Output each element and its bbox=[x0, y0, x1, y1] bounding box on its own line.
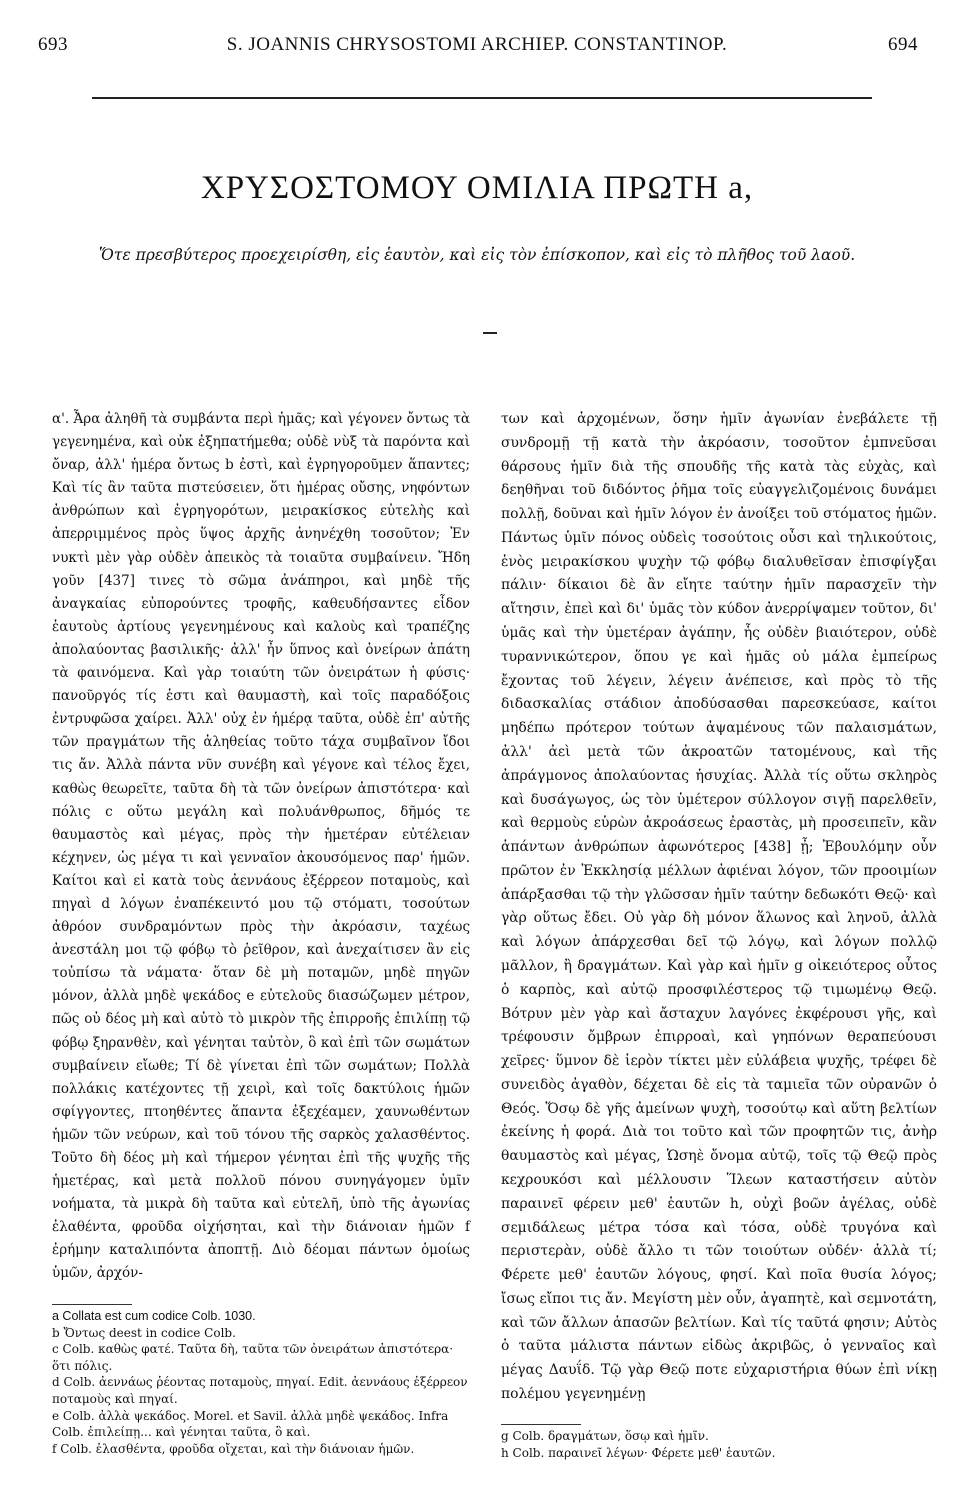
footnote: e Colb. ἀλλὰ ψεκάδος. Morel. et Savil. ἀλλὰ μηδὲ ψεκάδος. Infra Colb. ἐπιλείπῃ... καὶ γένηται ταῦτα, ὃ καὶ. bbox=[52, 1408, 449, 1440]
paragraph: των καὶ ἀρχομένων, ὅσην ἡμῖν ἀγωνίαν ἐνεβάλετε τῇ συνδρομῇ τῇ κατὰ τὴν ἀκρόασιν, τοσοῦτον ἐμπνεῦσαι θάρσους ἡμῖν διὰ τῆς σπουδῆς τῆς κατὰ τὰς εὐχὰς, καὶ δεηθῆναι τοῦ διδόντος ῥῆμα τοῖς εὐαγγελιζομένοις δυνάμει πολλῇ, δοῦναι καὶ ἡμῖν λόγον ἐν ἀνοίξει τοῦ στόματος ἡμῶν. Πάντως ὑμῖν πόνος οὐδεὶς τοσούτοις οὖσι καὶ τηλικούτοις, ἑνὸς μειρακίσκου ψυχὴν τῷ φόβῳ διαλυθεῖσαν ἐπισφίγξαι πάλιν· δίκαιοι δὲ ἂν εἴητε ταύτην ἡμῖν παρασχεῖν τὴν αἴτησιν, ἐπεὶ καὶ δι' ὑμᾶς τὸν κύδον ἀνερρίψαμεν τοῦτον, δι' ὑμᾶς καὶ τὴν ὑμετέραν ἀγάπην, ἧς οὐδὲν βιαιότερον, οὐδὲ τυραννικώτερον, ὅπου γε καὶ ἡμᾶς οὐ μάλα ἐμπείρως ἔχοντας τοῦ λέγειν, λέγειν ἀνέπεισε, καὶ πρὸς τὸ τῆς διδασκαλίας στάδιον ἀποδύσασθαι παρεσκεύασε, καίτοι μηδέπω πρότερον τούτων ἀψαμένους τῶν παλαισμάτων, ἀλλ' ἀεὶ μετὰ τῶν ἀκροατῶν τατομένους, καὶ τῆς ἀπράγμονος ἀπολαύοντας ἡσυχίας. Ἀλλὰ τίς οὕτω σκληρὸς καὶ δυσάγωγος, ὡς τὸν ὑμέτερον σύλλογον σιγῇ παρελθεῖν, καὶ θερμοὺς εὑρὼν ἀκροάσεως ἐραστὰς, μὴ προσειπεῖν, κἂν ἁπάντων ἀνθρώπων ἀφωνότερος [438] ᾖ; Ἐβουλόμην οὖν πρῶτον ἐν Ἐκκλησίᾳ μέλλων ἀφιέναι λόγον, τῶν προοιμίων ἀπάρξασθαι τῷ τὴν γλῶσσαν ἡμῖν ταύτην δεδωκότι Θεῷ· καὶ γὰρ οὕτως ἔδει. Οὐ γὰρ δὴ μόνον ἅλωνος καὶ ληνοῦ, ἀλλὰ καὶ λόγων ἀπάρχεσθαι δεῖ τῷ λόγῳ, καὶ λόγων πολλῷ μᾶλλον, ἢ δραγμάτων. Καὶ γὰρ καὶ ἡμῖν g οἰκειότερος οὗτος ὁ καρπὸς, καὶ αὐτῷ προσφιλέστερος τῷ τιμωμένῳ Θεῷ. Βότρυν μὲν γὰρ καὶ ἄσταχυν λαγόνες ἐκφέρουσι γῆς, καὶ τρέφουσιν ὄμβρων ἐπιρροαὶ, καὶ γηπόνων θεραπεύουσι χεῖρες· ὕμνον δὲ ἱερὸν τίκτει μὲν εὐλάβεια ψυχῆς, τρέφει δὲ συνειδὸς ἀγαθὸν, δέχεται δὲ εἰς τὰ ταμιεῖα τῶν οὐρανῶν ὁ Θεός. Ὅσῳ δὲ γῆς ἀμείνων ψυχὴ, τοσούτῳ καὶ αὕτη βελτίων ἐκείνης ἡ φορά. Διὰ τοι τοῦτο καὶ τῶν προφητῶν τις, ἀνὴρ θαυμαστὸς καὶ μέγας, Ὡσηὲ ὄνομα αὐτῷ, τοῖς τῷ Θεῷ πρὸς κεχρουκόσι καὶ μέλλουσιν Ἵλεων καταστήσειν αὐτὸν παραινεῖ φέρειν μεθ' ἑαυτῶν h, οὐχὶ βοῶν ἀγέλας, οὐδὲ σεμιδάλεως μέτρα τόσα καὶ τόσα, οὐδὲ τρυγόνα καὶ περιστερὰν, οὐδὲ ἄλλο τι τῶν τοιούτων οὐδέν· ἀλλὰ τί; Φέρετε μεθ' ἑαυτῶν λόγους, φησί. Καὶ ποῖα θυσία λόγος; ἴσως εἴποι τις ἄν. Μεγίστη μὲν οὖν, ἀγαπητὲ, καὶ σεμνοτάτη, καὶ τῶν ἄλλων ἁπασῶν βελτίων. Καὶ τίς ταῦτά φησιν; Αὐτὸς ὁ ταῦτα μάλιστα πάντων εἰδὼς ἀκριβῶς, ὁ γενναῖος καὶ μέγας Δαυΐδ. Τῷ γὰρ Θεῷ ποτε εὐχαριστήρια θύων ἐπὶ νίκῃ πολέμου γεγενημένῃ bbox=[501, 411, 937, 1403]
page-number-left: 693 bbox=[38, 34, 68, 55]
paragraph: α'. Ἆρα ἀληθῆ τὰ συμβάντα περὶ ἡμᾶς; καὶ γέγονεν ὄντως τὰ γεγενημένα, καὶ οὐκ ἐξηπατήμεθα; οὐδὲ νὺξ τὰ παρόντα καὶ ὄναρ, ἀλλ' ἡμέρα ὄντως b ἐστὶ, καὶ ἐγρηγοροῦμεν ἅπαντες; Καὶ τίς ἂν ταῦτα πιστεύσειεν, ὅτι ἡμέρας οὔσης, νηφόντων ἀνθρώπων καὶ ἐγρηγορότων, μειρακίσκος εὐτελὴς καὶ ἀπερριμμένος πρὸς ὕψος ἀρχῆς ἀνηνέχθη τοσοῦτον; Ἐν νυκτὶ μὲν γὰρ οὐδὲν ἀπεικὸς τὰ τοιαῦτα συμβαίνειν. Ἤδη γοῦν [437] τινες τὸ σῶμα ἀνάπηροι, καὶ μηδὲ τῆς ἀναγκαίας εὐπορούντες τροφῆς, καθευδήσαντες εἶδον ἑαυτοὺς ἀρτίους γεγενημένους καὶ καλοὺς καὶ τραπέζης ἀπολαύοντας βασιλικῆς· ἀλλ' ἦν ὕπνος καὶ ὀνείρων ἀπάτη τὰ φαινόμενα. Καὶ γὰρ τοιαύτη τῶν ὀνειράτων ἡ φύσις· πανοῦργός τίς ἐστι καὶ θαυμαστὴ, καὶ τοῖς παραδόξοις ἐντρυφῶσα χαίρει. Ἀλλ' οὐχ ἐν ἡμέρᾳ ταῦτα, οὐδὲ ἐπ' αὐτῆς τῶν πραγμάτων τῆς ἀληθείας τοῦτο τάχα συμβαῖνον ἴδοι τις ἄν. Ἀλλὰ πάντα νῦν συνέβη καὶ γέγονε καὶ τέλος ἔχει, καθὼς θεωρεῖτε, ταῦτα δὴ τὰ τῶν ὀνείρων ἀπιστότερα· καὶ πόλις c οὕτω μεγάλη καὶ πολυάνθρωπος, δῆμός τε θαυμαστὸς καὶ μέγας, πρὸς τὴν ἡμετέραν εὐτέλειαν κέχηνεν, ὡς μέγα τι καὶ γενναῖον ἀκουσόμενος παρ' ἡμῶν. Καίτοι καὶ εἰ κατὰ τοὺς ἀεννάους ἐξέρρεον ποταμοὺς, καὶ πηγαὶ d λόγων ἐναπέκειντό μου τῷ στόματι, τοσούτων ἀθρόον συνδραμόντων πρὸς τὴν ἀκρόασιν, ταχέως ἀνεστάλη μοι τῷ φόβῳ τὸ ῥεῖθρον, καὶ ἀνεχαίτισεν ἂν εἰς τοὐπίσω τὰ νάματα· ὅταν δὲ μὴ ποταμῶν, μηδὲ πηγῶν μόνον, ἀλλὰ μηδὲ ψεκάδος e εὐτελοῦς διασώζωμεν μέτρον, πῶς οὐ δέος μὴ καὶ αὐτὸ τὸ μικρὸν τῆς ἐπιρροῆς ἐπιλίπῃ τῷ φόβῳ ξηρανθὲν, καὶ γένηται ταὐτὸν, ὃ καὶ ἐπὶ τῶν σωμάτων συμβαίνειν εἴωθε; Τί δὲ γίνεται ἐπὶ τῶν σωμάτων; Πολλὰ πολλάκις κατέχοντες τῇ χειρὶ, καὶ τοῖς δακτύλοις ἡμῶν σφίγγοντες, πτοηθέντες ἅπαντα ἐξεχέαμεν, χαυνωθέντων ἡμῶν τῶν νεύρων, καὶ τοῦ τόνου τῆς σαρκὸς χαλασθέντος. Τοῦτο δὴ δέος μὴ καὶ τήμερον γένηται ἐπὶ τῆς ψυχῆς τῆς ἡμετέρας, καὶ μετὰ πολλοῦ πόνου συνηγάγομεν ὑμῖν νοήματα, τὰ μικρὰ δὴ ταῦτα καὶ εὐτελῆ, ὑπὸ τῆς ἀγωνίας ἐλαθέντα, φροῦδα οἰχήσηται, καὶ τὴν διάνοιαν ἡμῶν f ἐρήμην καταλιπόντα ἀποπτῇ. Διὸ δέομαι πάντων ὁμοίως ὑμῶν, ἀρχόν- bbox=[52, 411, 470, 1282]
footnote: c Colb. καθὼς φατέ. Ταῦτα δὴ, ταῦτα τῶν ὀνειράτων ἀπιστότερα· ὅτι πόλις. bbox=[52, 1342, 454, 1373]
running-title: S. JOANNIS CHRYSOSTOMI ARCHIEP. CONSTANTINOP. bbox=[226, 34, 728, 55]
body-column-left bbox=[52, 408, 470, 1286]
running-head bbox=[30, 34, 924, 58]
footnotes-left bbox=[52, 1308, 470, 1457]
footnote: h Colb. παραινεῖ λέγων· Φέρετε μεθ' ἑαυτῶν. bbox=[501, 1445, 776, 1460]
body-column-right bbox=[501, 408, 937, 1407]
homily-subtitle: Ὅτε πρεσβύτερος προεχειρίσθη, εἰς ἑαυτὸν, καὶ εἰς τὸν ἐπίσκοπον, καὶ εἰς τὸ πλῆθος τοῦ λαοῦ. bbox=[98, 246, 856, 264]
page-number-right: 694 bbox=[888, 34, 918, 55]
footnote-rule-left bbox=[52, 1304, 132, 1305]
footnote: a Collata est cum codice Colb. 1030. bbox=[52, 1309, 256, 1323]
footnote: g Colb. δραγμάτων, ὅσῳ καὶ ἡμῖν. bbox=[501, 1429, 709, 1443]
header-rule bbox=[92, 97, 872, 99]
section-dash bbox=[483, 332, 497, 334]
footnote: d Colb. ἀεννάως ῥέοντας ποταμοὺς, πηγαί. Edit. ἀεννάους ἐξέρρεον ποταμοὺς καὶ πηγαί. bbox=[52, 1375, 468, 1406]
footnotes-right bbox=[501, 1428, 937, 1461]
footnote: b Ὄντως deest in codice Colb. bbox=[52, 1325, 236, 1340]
footnote: f Colb. ἐλασθέντα, φροῦδα οἴχεται, καὶ τὴν διάνοιαν ἡμῶν. bbox=[52, 1441, 415, 1456]
homily-title: ΧΡΥΣΟΣΤΟΜΟΥ ΟΜΙΛΙΑ ΠΡΩΤΗ a, bbox=[200, 170, 754, 206]
footnote-rule-right bbox=[501, 1424, 581, 1425]
